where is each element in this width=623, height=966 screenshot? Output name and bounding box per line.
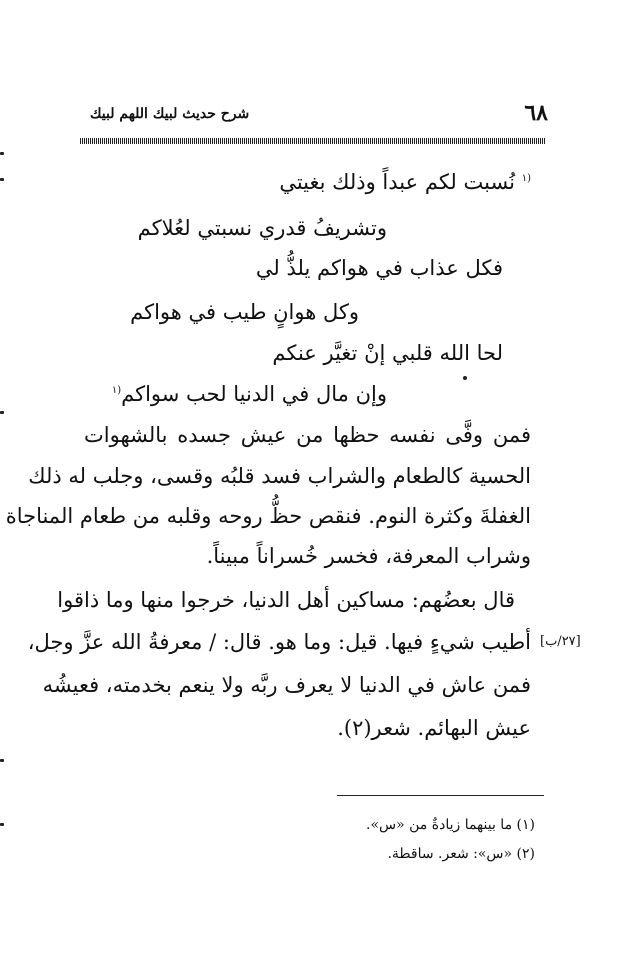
footnote-rule [337,795,544,796]
poem-line-2: وتشريفُ قدري نسبتي لعُلاكم [137,216,387,240]
footnote-2: (٢) «س»: شعر. ساقطة. [387,846,535,862]
poem-line-4: وكل هوانٍ طيب في هواكم [130,300,359,324]
paragraph-1-line-3: الغفلةَ وكثرة النوم. فنقص حظُّ روحه وقلبه من طعام المناجاة [5,504,531,528]
poem-line-3: فكل عذاب في هواكم يلذُّ لي [255,256,503,280]
paragraph-2-line-4: عيش البهائم. شعر(٢). [337,716,531,740]
poem-line-5: لحا الله قلبي إنْ تغيَّر عنكم [272,341,503,365]
paragraph-2-line-3: فمن عاش في الدنيا لا يعرف ربَّه ولا ينعم بخدمته، فعيشُه [42,673,531,697]
scan-edge-mark [0,759,4,762]
margin-folio-ref: [٢٧/ب] [540,634,581,649]
page-number: ٦٨ [524,100,548,126]
footnote-1: (١) ما بينهما زيادةٌ من «س». [366,817,535,833]
paragraph-2-line-2: أطيب شيءٍ فيها. قيل: وما هو. قال: / معرفةُ الله عزَّ وجل، [27,630,531,654]
paragraph-2-line-1: قال بعضُهم: مساكين أهل الدنيا، خرجوا منها وما ذاقوا [57,588,515,612]
verse-end-marker: (١ [111,385,122,396]
scan-edge-mark [0,411,4,414]
paragraph-1-line-2: الحسية كالطعام والشراب فسد قلبُه وقسى، وجلب له ذلك [28,464,531,488]
poem-line-1: $^{(١}$ نُسبت لكم عبداً وذلك بغيتي [279,170,531,194]
scan-speck [463,376,467,380]
poem-line-6: وإن مال في الدنيا لحب سواكم$^{(١}$ [111,382,387,406]
running-title: شرح حديث لبيك اللهم لبيك [90,106,250,122]
scan-edge-mark [0,823,4,826]
header-rule [80,138,546,144]
paragraph-1-line-1: فمن وفَّى نفسه حظها من عيش جسده بالشهوات [84,423,531,447]
scan-edge-mark [0,178,4,181]
paragraph-1-line-4: وشراب المعرفة، فخسر خُسراناً مبيناً. [206,544,531,568]
verse-marker: (١ [521,173,531,184]
scan-edge-mark [0,152,4,155]
